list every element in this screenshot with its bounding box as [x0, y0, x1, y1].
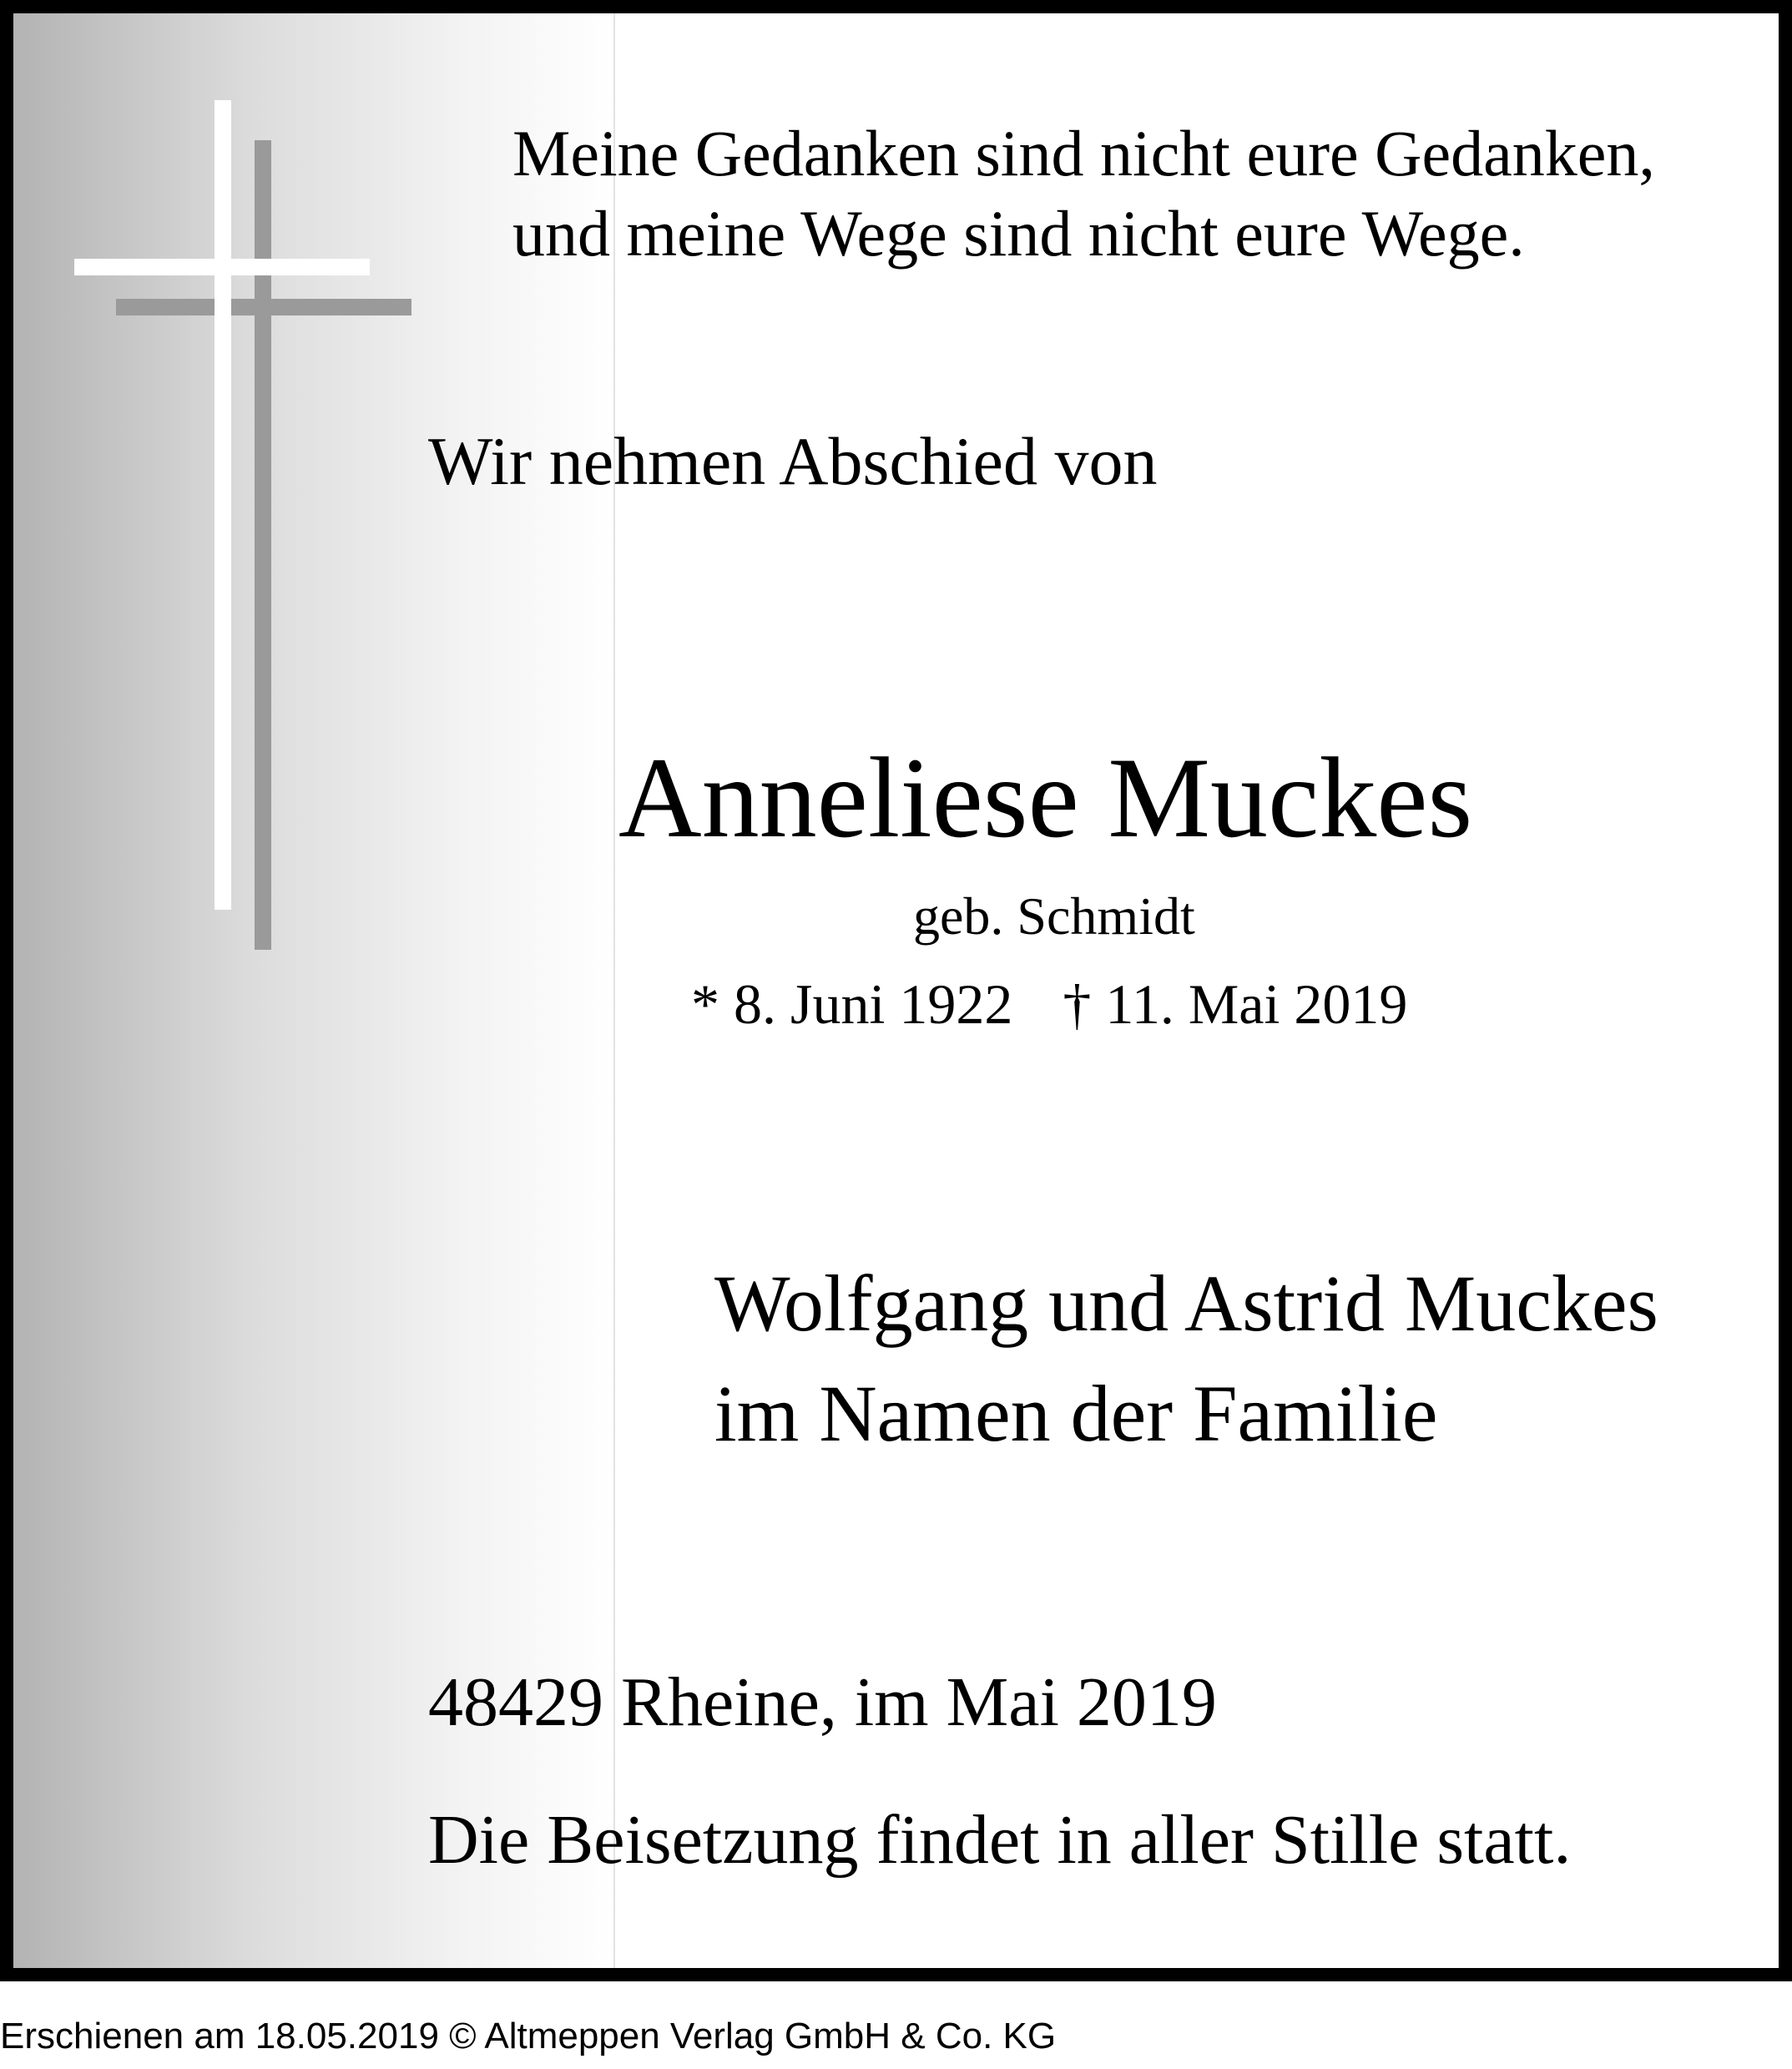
deceased-name: Anneliese Muckes: [618, 734, 1473, 861]
verse-line-2: und meine Wege sind nicht eure Wege.: [512, 197, 1525, 270]
verse-line-1: Meine Gedanken sind nicht eure Gedanken,: [512, 117, 1655, 189]
cross-shadow-horizontal: [116, 299, 411, 315]
farewell-text: Wir nehmen Abschied von: [428, 423, 1158, 499]
cross-vertical: [215, 100, 231, 910]
place-and-date: 48429 Rheine, im Mai 2019: [428, 1663, 1217, 1741]
family-line-2: im Namen der Familie: [714, 1369, 1438, 1458]
family-signature: [714, 1249, 1658, 1469]
cross-horizontal: [74, 259, 370, 275]
publication-footer: Erschienen am 18.05.2019 © Altmeppen Verlag GmbH & Co. KG: [0, 2016, 1057, 2056]
family-line-1: Wolfgang und Astrid Muckes: [714, 1259, 1658, 1348]
birth-date: * 8. Juni 1922: [691, 972, 1013, 1036]
life-dates: [691, 971, 1407, 1037]
maiden-name: geb. Schmidt: [913, 886, 1195, 946]
death-date: † 11. Mai 2019: [1063, 972, 1408, 1036]
bible-verse: [512, 114, 1655, 274]
burial-note: Die Beisetzung findet in aller Stille statt.: [428, 1801, 1572, 1879]
